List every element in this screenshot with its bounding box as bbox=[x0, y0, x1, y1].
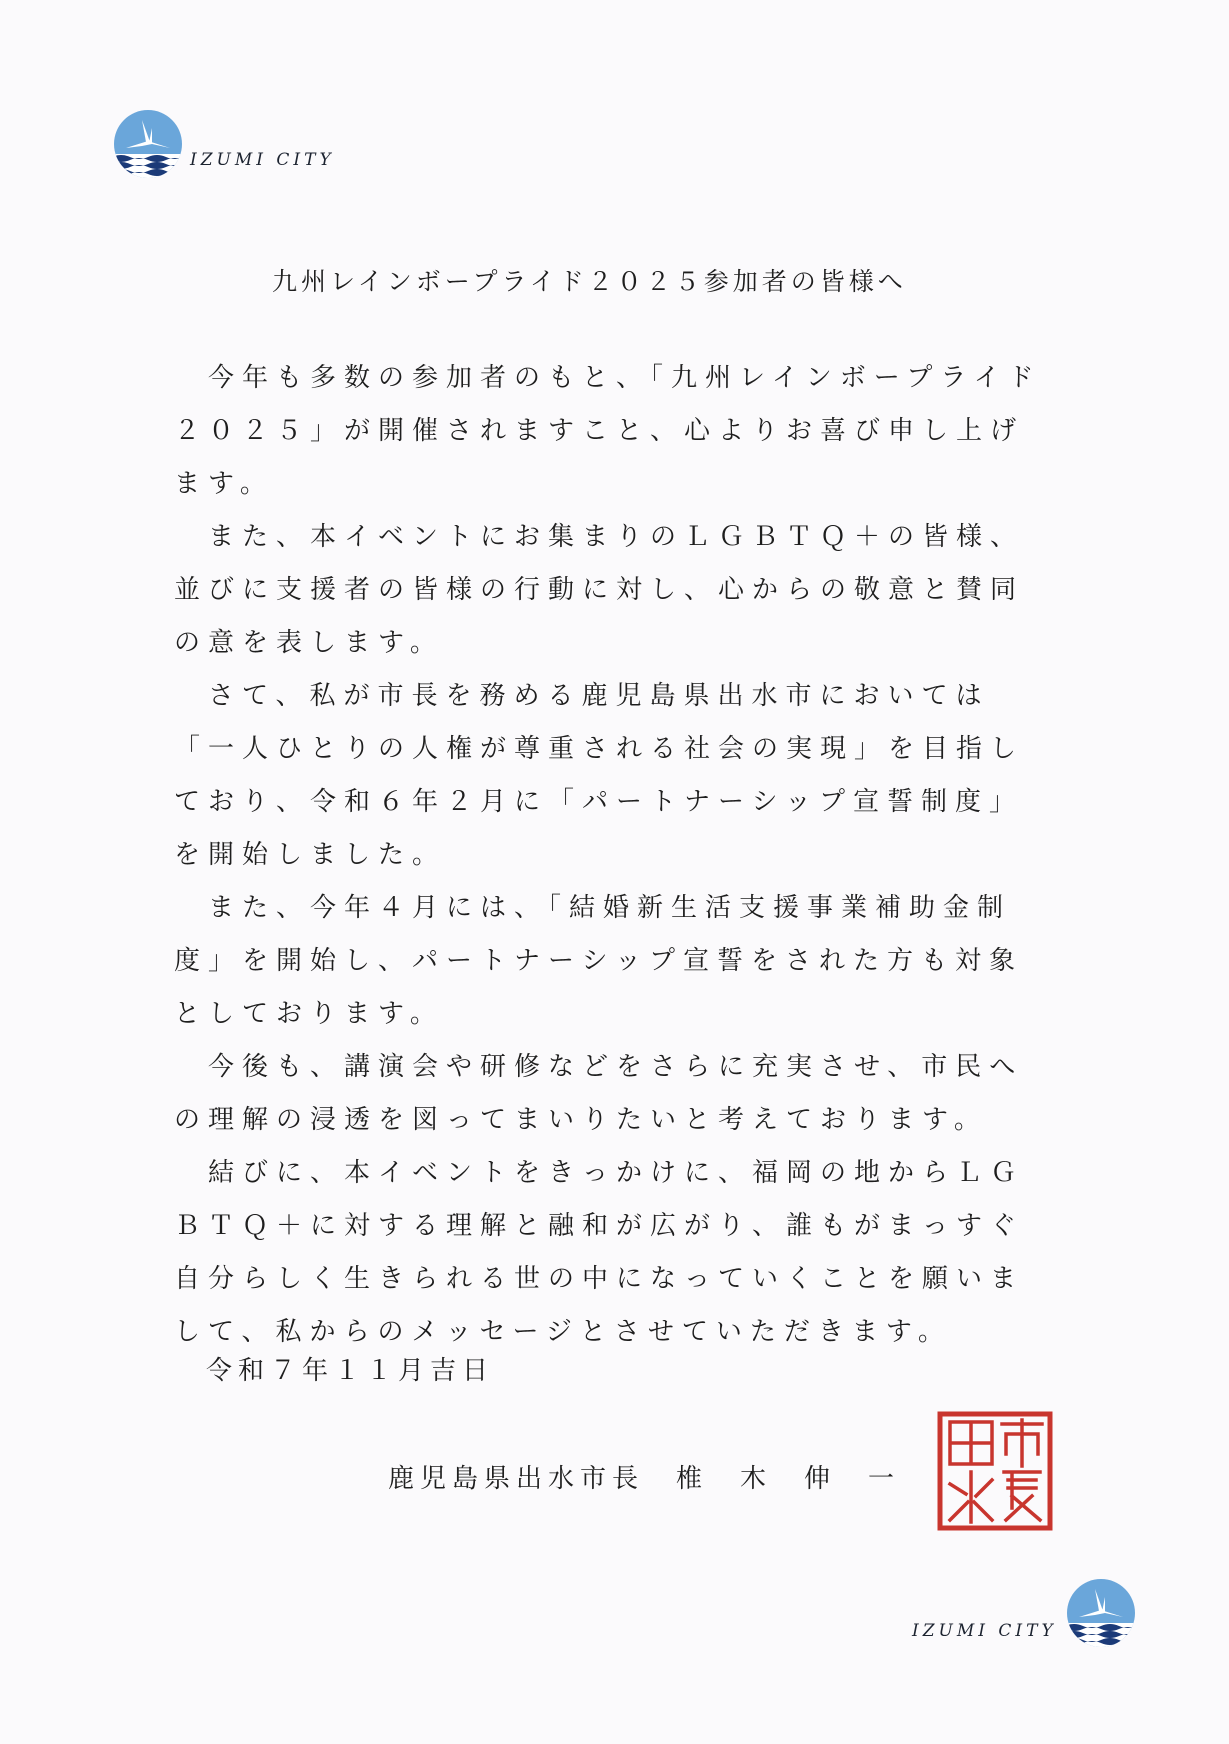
paragraph: 今後も、講演会や研修などをさらに充実させ、市民への理解の浸透を図ってまいりたいと考えております。 bbox=[174, 1052, 1024, 1135]
paragraph: また、今年４月には、「結婚新生活支援事業補助金制度」を開始し、パートナーシップ宣誓をされた方も対象としております。 bbox=[174, 893, 1023, 1029]
footer-logo bbox=[912, 1577, 1137, 1649]
izumi-city-crane-icon bbox=[112, 108, 184, 180]
paragraph: また、本イベントにお集まりのＬＧＢＴＱ＋の皆様、並びに支援者の皆様の行動に対し、心からの敬意と賛同の意を表します。 bbox=[174, 522, 1025, 658]
letter-body bbox=[174, 352, 1054, 1359]
signature-line: 鹿児島県出水市長 椎 木 伸 一 bbox=[388, 1464, 901, 1494]
letter-title: 九州レインボープライド２０２５参加者の皆様へ bbox=[272, 267, 907, 296]
paragraph: 結びに、本イベントをきっかけに、福岡の地からＬＧＢＴＱ＋に対する理解と融和が広がり、誰もがまっすぐ自分らしく生きられる世の中になっていくことを願いまして、私からのメッセージとさせていただきます。 bbox=[174, 1158, 1025, 1347]
official-seal-icon bbox=[936, 1410, 1054, 1532]
footer-logo-text: IZUMI CITY bbox=[912, 1621, 1057, 1641]
paragraph: さて、私が市長を務める鹿児島県出水市においては「一人ひとりの人権が尊重される社会の実現」を目指しており、令和６年２月に「パートナーシップ宣誓制度」を開始しました。 bbox=[174, 681, 1025, 870]
header-logo bbox=[112, 108, 335, 180]
paragraph: 今年も多数の参加者のもと、「九州レインボープライド２０２５」が開催されますこと、心よりお喜び申し上げます。 bbox=[174, 363, 1042, 499]
header-logo-text: IZUMI CITY bbox=[190, 150, 335, 170]
letter-date: 令和７年１１月吉日 bbox=[206, 1356, 495, 1386]
izumi-city-crane-icon bbox=[1065, 1577, 1137, 1649]
